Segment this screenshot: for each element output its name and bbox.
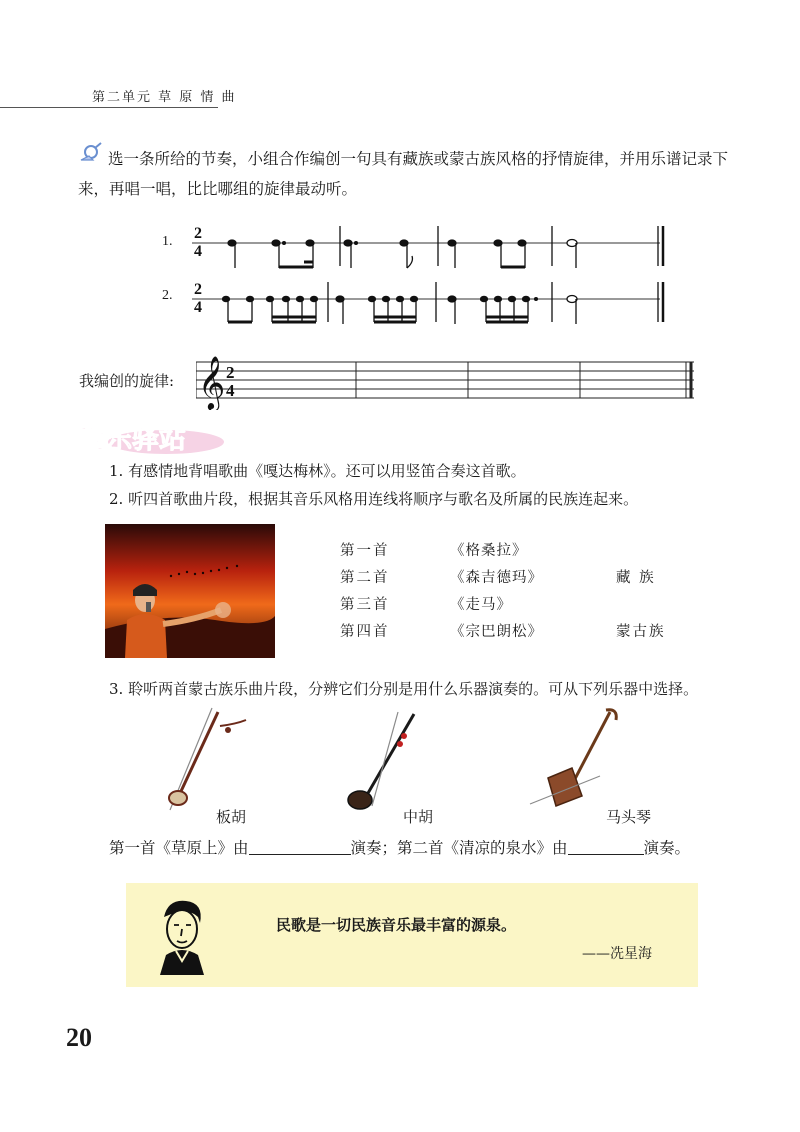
fill-text-2: 演奏；第二首《清凉的泉水》由 [350,839,568,857]
singer-photo [105,524,275,658]
svg-text:爱乐驿站: 爱乐驿站 [78,424,186,455]
intro-instruction: 选一条所给的节奏，小组合作编创一句具有藏族或蒙古族风格的抒情旋律，并用乐谱记录下来，再唱一唱，比比哪组的旋律最动听。 [78,150,729,198]
song-matching-table [340,536,696,644]
instrument-label-zhonghu: 中胡 [403,808,434,826]
task-item-1: 1. 有感情地背唱歌曲《嘎达梅林》。还可以用竖笛合奏这首歌。 [109,462,526,480]
instrument-label-banhu: 板胡 [216,808,247,826]
rhythm-patterns [160,222,680,332]
song-order: 第二首 [340,570,390,586]
rhythm-notation [190,222,680,332]
song-order: 第一首 [340,543,390,559]
rhythm2-time-top: 2 [194,281,202,298]
section-title [76,418,226,458]
zhonghu-icon [342,706,428,816]
song-order: 第四首 [340,624,390,640]
fill-text-1: 第一首《草原上》由 [109,839,249,857]
rhythm2-notes [223,282,664,324]
answer-blank-2[interactable] [568,838,644,855]
instrument-label-matouqin: 马头琴 [606,808,652,826]
song-row [340,536,696,563]
matouqin-icon [526,706,630,816]
header-rule [0,107,218,108]
page-number: 20 [66,1023,92,1052]
rhythm2-time-bottom: 4 [194,299,202,316]
xian-xinghai-portrait [150,895,214,975]
melody-time-bottom: 4 [226,381,235,400]
quote-author: ——冼星海 [582,946,652,962]
fill-in-sentence [109,836,690,858]
banhu-icon [158,706,258,816]
rhythm1-time-top: 2 [194,225,202,242]
quote-text: 民歌是一切民族音乐最丰富的源泉。 [276,916,517,934]
unit-title: 第二单元 草 原 情 曲 [92,90,237,105]
rhythm-label-2: 2. [162,288,173,303]
task-item-2: 2. 听四首歌曲片段，根据其音乐风格用连线将顺序与歌名及所属的民族连起来。 [109,490,639,508]
song-order: 第三首 [340,597,390,613]
treble-clef-icon: 𝄞 [198,355,226,409]
task-item-3: 3. 聆听两首蒙古族乐曲片段，分辨它们分别是用什么乐器演奏的。可从下列乐器中选择。 [109,680,699,698]
answer-blank-1[interactable] [249,838,351,855]
rhythm1-notes [228,226,663,268]
rhythm1-time-bottom: 4 [194,243,202,260]
song-title[interactable]: 《宗巴朗松》 [450,624,543,640]
melody-label: 我编创的旋律: [79,372,175,390]
song-row [340,563,696,590]
melody-time-top: 2 [226,363,235,382]
song-row [340,617,696,644]
fill-text-3: 演奏。 [643,839,691,857]
rhythm-label-1: 1. [162,234,173,249]
empty-staff[interactable] [196,352,696,410]
song-row [340,590,696,617]
song-ethnic[interactable]: 藏 族 [616,570,656,586]
song-title[interactable]: 《格桑拉》 [450,543,528,559]
song-title[interactable]: 《森吉德玛》 [450,570,543,586]
song-ethnic[interactable]: 蒙古族 [616,624,666,640]
song-title[interactable]: 《走马》 [450,597,512,613]
